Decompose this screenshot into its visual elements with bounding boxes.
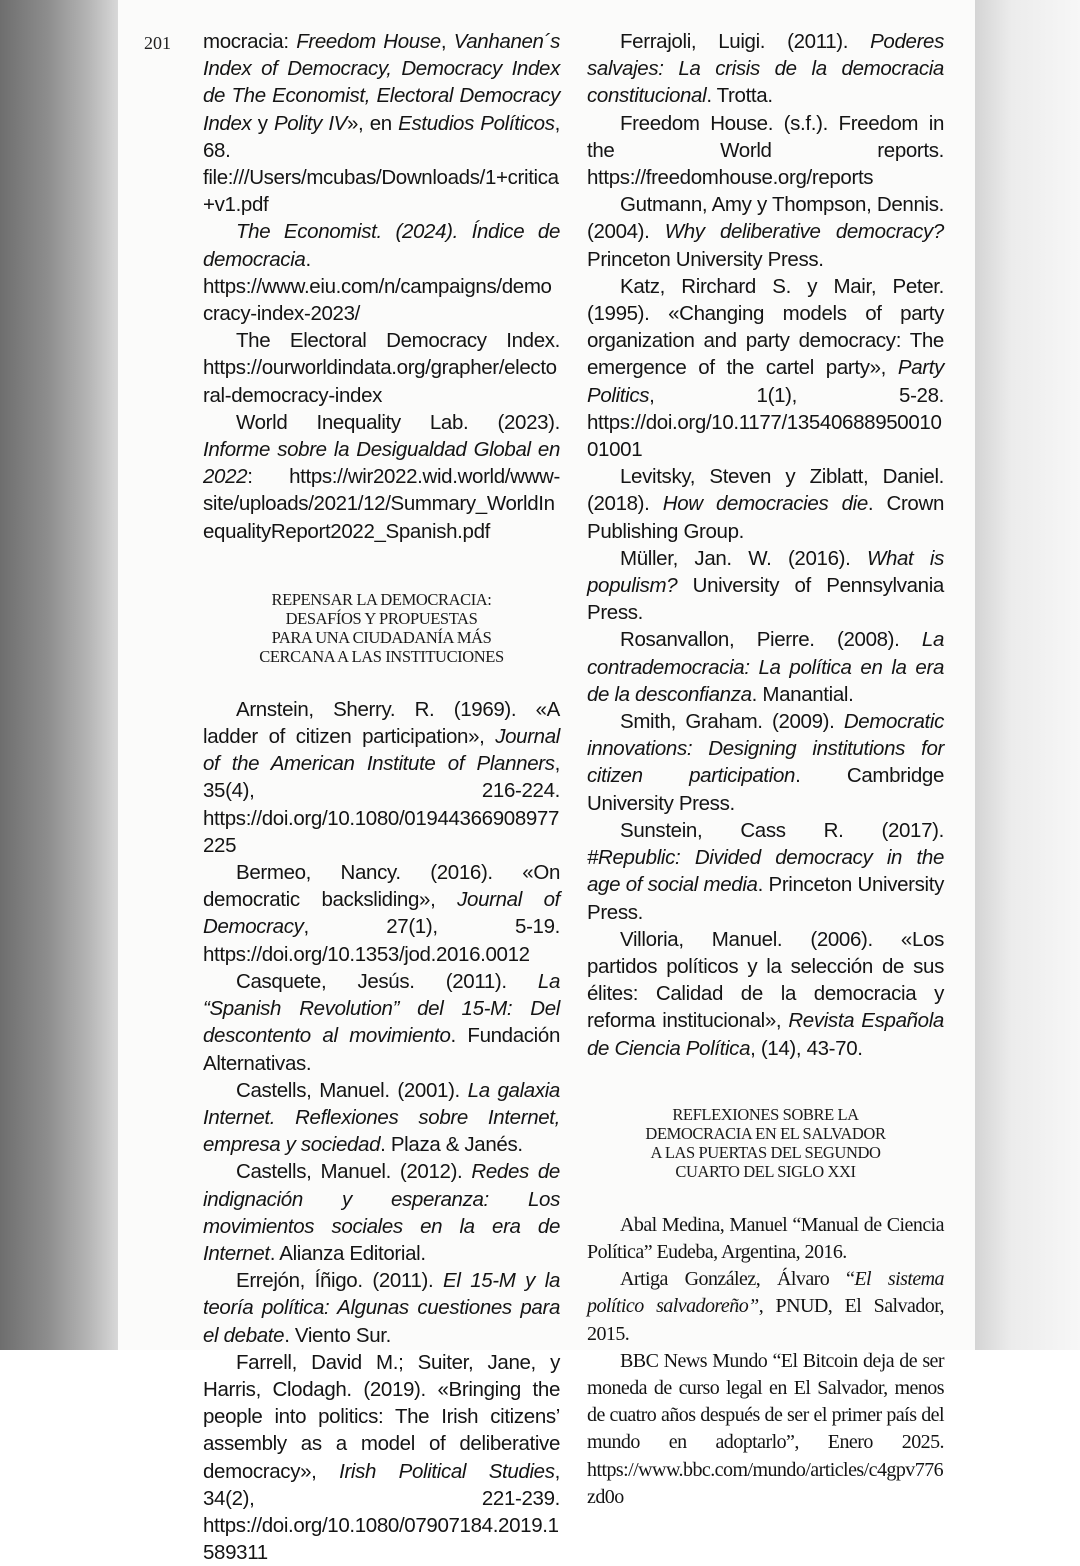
reference-text: Müller, Jan. W. (2016).: [620, 546, 867, 570]
reference-text: Ferrajoli, Luigi. (2011).: [620, 30, 871, 53]
reference-text: University of Pennsylvania Press.: [587, 574, 944, 625]
reference-entry: [203, 28, 560, 218]
reference-text: Arnstein, Sherry. R. (1969). «A ladder of citizen participation»,: [203, 697, 560, 749]
reference-entry: [587, 817, 944, 926]
reference-italic-text: Irish Political Studies: [339, 1459, 555, 1483]
reference-text: Artiga González, Álvaro “: [620, 1268, 855, 1291]
left-column: [203, 28, 560, 1566]
reference-text: , 27(1), 5-19. https://doi.org/10.1353/jod.2016.0012: [203, 915, 560, 966]
reference-list-top: [203, 28, 560, 545]
reference-entry: [203, 1349, 560, 1566]
reference-entry: [587, 708, 944, 817]
reference-text: . Crown Publishing Group.: [587, 492, 944, 543]
reference-entry: [587, 545, 944, 627]
reference-entry: [587, 926, 944, 1062]
reference-text: World Inequality Lab. (2023).: [236, 410, 560, 434]
reference-text: , (14), 43-70.: [750, 1036, 863, 1060]
reference-text: Errejón, Íñigo. (2011).: [236, 1269, 444, 1293]
reference-text: , 35(4), 216-224. https://doi.org/10.1080/01944366908977225: [203, 752, 560, 857]
heading-line: REFLEXIONES SOBRE LA: [672, 1104, 859, 1124]
reference-text: . Fundación Alternativas.: [203, 1024, 560, 1075]
reference-text: . Viento Sur.: [284, 1323, 391, 1347]
reference-text: Casquete, Jesús. (2011).: [236, 969, 538, 993]
heading-line: CERCANA A LAS INSTITUCIONES: [259, 646, 504, 666]
reference-entry: [587, 28, 944, 110]
reference-list-top: [587, 28, 944, 1062]
reference-text: . Trotta.: [706, 84, 773, 108]
reference-italic-text: #Republic: Divided democracy in the age of social media: [587, 846, 944, 897]
reference-entry: [203, 696, 560, 859]
reference-entry: [587, 191, 944, 273]
reference-italic-text: Why deliberative democracy?: [664, 220, 944, 244]
reference-text: . Alianza Editorial.: [269, 1241, 426, 1265]
reference-italic-text: La contrademocracia: La política en la era de la desconfianza: [587, 628, 944, 706]
reference-text: . Plaza & Janés.: [380, 1133, 523, 1157]
reference-text: Freedom House. (s.f.). Freedom in the World reports. https://freedomhouse.org/reports: [587, 111, 944, 190]
reference-text: : https://wir2022.wid.world/www-site/uploads/2021/12/Summary_WorldInequalityReport2022_Spanish.pdf: [203, 465, 560, 543]
heading-line: A LAS PUERTAS DEL SEGUNDO: [650, 1142, 881, 1162]
reference-list-bottom: [203, 696, 560, 1566]
reference-italic-text: Informe sobre la Desigualdad Global en 2022: [203, 438, 560, 489]
heading-line: DEMOCRACIA EN EL SALVADOR: [645, 1123, 886, 1143]
reference-text: ,: [440, 30, 454, 53]
reference-italic-text: Freedom House: [296, 30, 441, 53]
reference-text: Katz, Rirchard S. y Mair, Peter. (1995). «Changing models of party organization and party democracy: The emergence of the cartel party»,: [587, 274, 944, 380]
reference-text: Bermeo, Nancy. (2016). «On democratic backsliding»,: [203, 861, 560, 912]
reference-text: Castells, Manuel. (2001).: [236, 1078, 468, 1102]
reference-text: Farrell, David M.; Suiter, Jane, y Harris, Clodagh. (2019). «Bringing the people into politics: The Irish citizens’ assembly as a model of deliberative democracy»,: [203, 1350, 560, 1483]
reference-text: y: [251, 111, 274, 135]
reference-entry: [587, 1212, 944, 1266]
reference-text: , 1(1), 5-28. https://doi.org/10.1177/1354068895001001001: [587, 383, 944, 462]
reference-entry: [587, 626, 944, 708]
reference-text: Castells, Manuel. (2012).: [236, 1160, 472, 1184]
reference-entry: [203, 968, 560, 1077]
reference-text: , 34(2), 221-239. https://doi.org/10.1080/07907184.2019.1589311: [203, 1459, 560, 1565]
reference-italic-text: Polity IV: [273, 111, 347, 135]
section-heading: [587, 1105, 944, 1181]
reference-entry: [587, 1266, 944, 1348]
reference-text: . Cambridge University Press.: [587, 764, 944, 815]
reference-entry: [587, 110, 944, 192]
reference-entry: [203, 218, 560, 327]
reference-entry: [587, 463, 944, 545]
reference-italic-text: What is populism?: [587, 546, 944, 598]
reference-text: mocracia:: [203, 30, 297, 53]
reference-text: Rosanvallon, Pierre. (2008).: [620, 628, 922, 652]
reference-italic-text: How democracies die: [662, 492, 868, 516]
reference-entry: [203, 1077, 560, 1159]
heading-line: REPENSAR LA DEMOCRACIA:: [271, 589, 492, 609]
reference-text: Princeton University Press.: [587, 247, 824, 271]
reference-text: Abal Medina, Manuel “Manual de Ciencia Política” Eudeba, Argentina, 2016.: [587, 1213, 944, 1263]
reference-text: , PNUD, El Salvador, 2015.: [587, 1295, 944, 1345]
reference-italic-text: Estudios Políticos: [398, 111, 555, 135]
right-column: [587, 28, 944, 1511]
reference-text: Smith, Graham. (2009).: [620, 710, 844, 734]
reference-text: », en: [347, 111, 399, 135]
reference-italic-text: La galaxia Internet. Reflexiones sobre Internet, empresa y sociedad: [203, 1078, 560, 1157]
reference-text: The Electoral Democracy Index. https://ourworldindata.org/grapher/electoral-democracy-index: [203, 329, 560, 407]
reference-italic-text: Redes de indignación y esperanza: Los movimientos sociales en la era de Internet: [203, 1160, 560, 1265]
reference-italic-text: La “Spanish Revolution” del 15-M: Del descontento al movimiento: [203, 969, 560, 1048]
reference-italic-text: The Economist. (2024). Índice de democracia: [203, 220, 560, 271]
reference-text: . https://www.eiu.com/n/campaigns/democracy-index-2023/: [203, 247, 552, 326]
reference-list-bottom: [587, 1212, 944, 1511]
reference-italic-text: Vanhanen´s Index of Democracy, Democracy Index de The Economist, Electoral Democracy Index: [203, 30, 560, 135]
page-number: 201: [144, 33, 171, 53]
reference-italic-text: El 15-M y la teoría política: Algunas cuestiones para el debate: [203, 1269, 560, 1347]
reference-entry: [203, 859, 560, 968]
reference-italic-text: Journal of Democracy: [203, 888, 561, 939]
heading-line: DESAFÍOS Y PROPUESTAS: [285, 608, 478, 628]
reference-text: Villoria, Manuel. (2006). «Los partidos políticos y la selección de sus élites: Calidad de la democracia y reforma institucional»,: [587, 927, 944, 1033]
reference-entry: [587, 273, 944, 463]
page-gutter-shadow: [0, 0, 118, 1350]
heading-line: CUARTO DEL SIGLO XXI: [675, 1161, 856, 1181]
reference-italic-text: Party Politics: [587, 356, 944, 407]
reference-text: , 68. file:///Users/mcubas/Downloads/1+critica+v1.pdf: [203, 111, 560, 217]
heading-line: PARA UNA CIUDADANÍA MÁS: [271, 627, 492, 647]
reference-entry: [203, 327, 560, 409]
reference-italic-text: Democratic innovations: Designing institutions for citizen participation: [587, 710, 944, 788]
reference-text: Levitsky, Steven y Ziblatt, Daniel. (2018).: [587, 465, 944, 516]
reference-text: . Manantial.: [751, 682, 854, 706]
reference-entry: [203, 409, 560, 545]
reference-entry: [587, 1348, 944, 1511]
page-edge-shadow: [975, 0, 1080, 1350]
reference-italic-text: El sistema político salvadoreño”: [587, 1268, 944, 1318]
reference-italic-text: Journal of the American Institute of Planners: [203, 725, 560, 776]
reference-text: Gutmann, Amy y Thompson, Dennis. (2004).: [587, 193, 944, 244]
reference-text: . Princeton University Press.: [587, 873, 945, 924]
reference-italic-text: Revista Española de Ciencia Política: [587, 1009, 944, 1060]
reference-italic-text: Poderes salvajes: La crisis de la democracia constitucional: [587, 30, 944, 108]
reference-text: BBC News Mundo “El Bitcoin deja de ser moneda de curso legal en El Salvador, menos de cuatro años después de ser el primer país del mundo en adoptarlo”, Enero 2025. https://www.bbc.com/mundo/articles/c4gpv776zd0o: [587, 1349, 944, 1508]
reference-entry: [203, 1158, 560, 1267]
reference-entry: [203, 1267, 560, 1349]
reference-text: Sunstein, Cass R. (2017).: [620, 818, 944, 842]
section-heading: [203, 590, 560, 666]
